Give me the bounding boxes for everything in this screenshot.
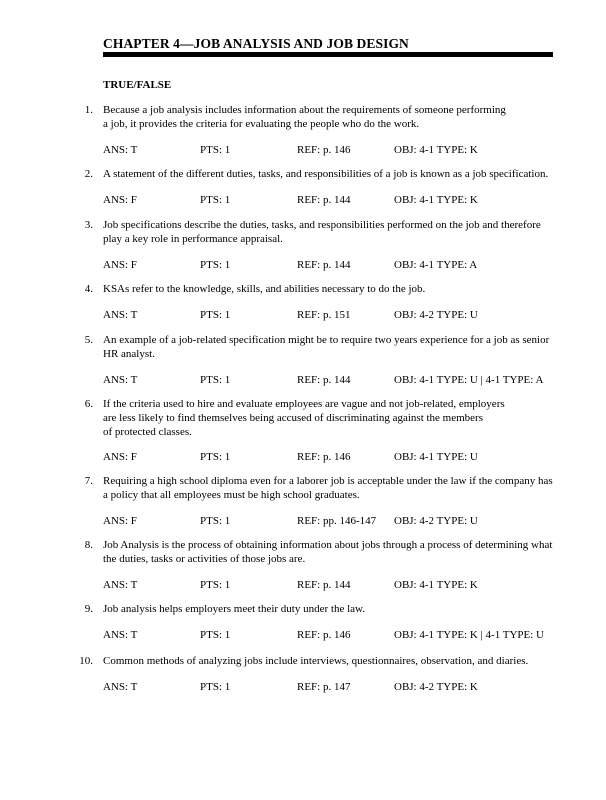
answer-meta [0,628,606,642]
question-line: the duties, tasks or activities of those jobs are. [103,553,306,565]
answer-meta [0,514,606,528]
points-value: PTS: 1 [200,451,231,463]
question-line: of protected classes. [103,426,192,438]
chapter-title: CHAPTER 4—JOB ANALYSIS AND JOB DESIGN [103,36,409,51]
question-text [103,474,553,502]
points-value: PTS: 1 [200,681,231,693]
answer-meta [0,578,606,592]
objective-value: OBJ: 4-1 TYPE: A [394,259,478,271]
question-number: 6. [84,398,93,410]
objective-value: OBJ: 4-1 TYPE: U [394,451,478,463]
answer-meta [0,680,606,694]
points-value: PTS: 1 [200,515,231,527]
points-value: PTS: 1 [200,579,231,591]
reference-value: REF: p. 146 [297,629,351,641]
question-text [103,167,553,181]
objective-value: OBJ: 4-1 TYPE: K [394,579,478,591]
question-text [103,103,553,131]
objective-value: OBJ: 4-2 TYPE: K [394,681,478,693]
reference-value: REF: p. 146 [297,144,351,156]
objective-value: OBJ: 4-1 TYPE: K [394,144,478,156]
question-number: 9. [84,603,93,615]
answer-value: ANS: F [103,515,137,527]
section-heading: TRUE/FALSE [103,79,172,91]
answer-value: ANS: F [103,451,137,463]
title-rule [103,52,553,57]
reference-value: REF: p. 144 [297,374,351,386]
reference-value: REF: p. 144 [297,579,351,591]
answer-value: ANS: F [103,259,137,271]
question-number: 4. [84,283,93,295]
answer-value: ANS: T [103,579,138,591]
answer-meta [0,143,606,157]
objective-value: OBJ: 4-1 TYPE: K [394,194,478,206]
answer-meta [0,258,606,272]
question-line: KSAs refer to the knowledge, skills, and abilities necessary to do the job. [103,283,426,295]
reference-value: REF: p. 146 [297,451,351,463]
question-text [103,333,553,361]
objective-value: OBJ: 4-2 TYPE: U [394,515,478,527]
answer-meta [0,193,606,207]
answer-meta [0,373,606,387]
points-value: PTS: 1 [200,309,231,321]
answer-value: ANS: F [103,194,137,206]
question-number: 8. [84,539,93,551]
points-value: PTS: 1 [200,629,231,641]
question-number: 1. [84,104,93,116]
question-line: An example of a job-related specification might be to require two years experience for a job as senior [103,334,550,346]
reference-value: REF: p. 151 [297,309,351,321]
question-number: 5. [84,334,93,346]
question-line: Common methods of analyzing jobs include interviews, questionnaires, observation, and diaries. [103,655,529,667]
question-line: Job analysis helps employers meet their duty under the law. [103,603,366,615]
question-number: 7. [84,475,93,487]
reference-value: REF: pp. 146-147 [297,515,377,527]
points-value: PTS: 1 [200,194,231,206]
reference-value: REF: p. 144 [297,259,351,271]
question-line: Job specifications describe the duties, tasks, and responsibilities performed on the job and therefore [103,219,541,231]
question-line: If the criteria used to hire and evaluate employees are vague and not job-related, employers [103,398,505,410]
question-line: play a key role in performance appraisal. [103,233,283,245]
points-value: PTS: 1 [200,259,231,271]
question-line: a policy that all employees must be high school graduates. [103,489,360,501]
question-line: Requiring a high school diploma even for a laborer job is acceptable under the law if the company has [103,475,553,487]
objective-value: OBJ: 4-1 TYPE: U | 4-1 TYPE: A [394,374,544,386]
question-line: a job, it provides the criteria for evaluating the people who do the work. [103,118,420,130]
question-line: Job Analysis is the process of obtaining information about jobs through a process of determining what [103,539,553,551]
objective-value: OBJ: 4-2 TYPE: U [394,309,478,321]
question-text [103,654,553,668]
question-line: Because a job analysis includes information about the requirements of someone performing [103,104,506,116]
question-line: A statement of the different duties, tasks, and responsibilities of a job is known as a job specification. [103,168,549,180]
answer-meta [0,450,606,464]
answer-value: ANS: T [103,374,138,386]
answer-value: ANS: T [103,144,138,156]
points-value: PTS: 1 [200,374,231,386]
objective-value: OBJ: 4-1 TYPE: K | 4-1 TYPE: U [394,629,544,641]
reference-value: REF: p. 144 [297,194,351,206]
answer-value: ANS: T [103,309,138,321]
question-number: 10. [79,655,93,667]
answer-value: ANS: T [103,629,138,641]
answer-value: ANS: T [103,681,138,693]
points-value: PTS: 1 [200,144,231,156]
question-text [103,538,553,566]
question-number: 3. [84,219,93,231]
question-line: are less likely to find themselves being accused of discriminating against the members [103,412,484,424]
question-text [103,397,553,439]
question-text [103,282,553,296]
question-line: HR analyst. [103,348,155,360]
reference-value: REF: p. 147 [297,681,351,693]
question-text [103,218,553,246]
question-number: 2. [84,168,93,180]
answer-meta [0,308,606,322]
question-text [103,602,553,616]
